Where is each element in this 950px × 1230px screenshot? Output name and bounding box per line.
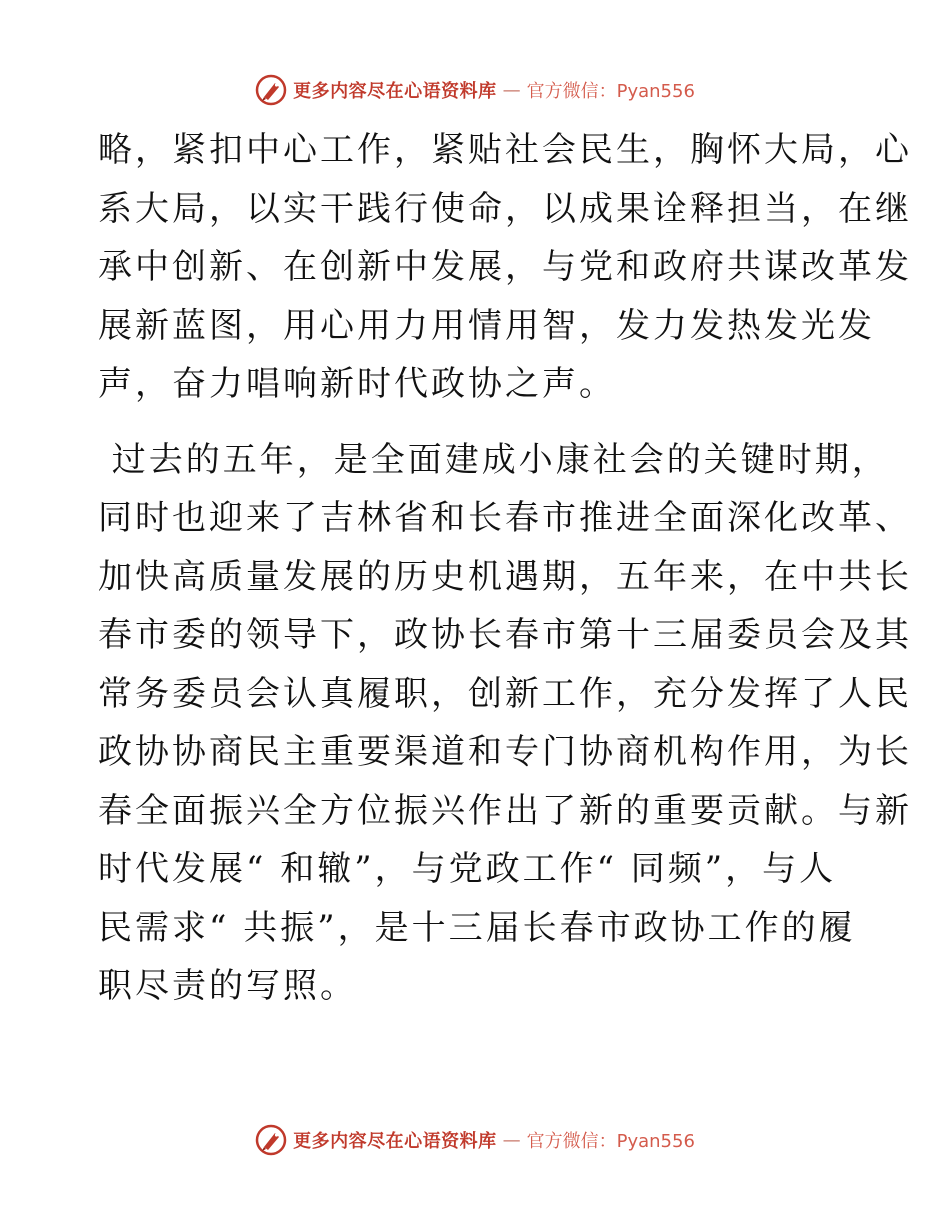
text-line: 略，紧扣中心工作，紧贴社会民生，胸怀大局，心 (98, 130, 912, 170)
document-body (98, 121, 912, 1016)
footer-banner (0, 1120, 950, 1160)
text-line: 时代发展“ 和辙”，与党政工作“ 同频”，与人 (98, 849, 837, 889)
banner-wechat-text: 官方微信：Pyan556 (526, 1131, 695, 1152)
banner-site-text: 更多内容尽在心语资料库 (293, 81, 497, 102)
text-line: 展新蓝图，用心用力用情用智，发力发热发光发 (98, 305, 875, 346)
text-line: 同时也迎来了吉林省和长春市推进全面深化改革、 (98, 498, 912, 538)
header-banner (0, 70, 950, 110)
banner-wechat-text: 官方微信：Pyan556 (526, 81, 695, 102)
text-line: 民需求“ 共振”，是十三届长春市政协工作的履 (98, 907, 856, 948)
text-line: 加快高质量发展的历史机遇期，五年来，在中共长 (98, 556, 912, 597)
paragraph-1 (98, 121, 912, 414)
text-line: 政协协商民主重要渠道和专门协商机构作用，为长 (98, 732, 912, 772)
text-line: 承中创新、在创新中发展，与党和政府共谋改革发 (98, 247, 912, 287)
text-line: 常务委员会认真履职，创新工作，充分发挥了人民 (98, 673, 912, 714)
text-line: 春全面振兴全方位振兴作出了新的重要贡献。与新 (98, 790, 912, 831)
text-line: 春市委的领导下，政协长春市第十三届委员会及其 (98, 615, 912, 655)
banner-site-text: 更多内容尽在心语资料库 (293, 1131, 497, 1152)
text-line: 系大局，以实干践行使命，以成果诠释担当，在继 (98, 188, 912, 229)
banner-separator: — (502, 1129, 521, 1151)
pen-nib-logo-icon (255, 74, 287, 106)
text-line: 过去的五年，是全面建成小康社会的关键时期， (98, 439, 889, 480)
pen-nib-logo-icon (255, 1124, 287, 1156)
banner-separator: — (502, 79, 521, 101)
text-line: 声，奋力唱响新时代政协之声。 (98, 364, 616, 404)
paragraph-2 (98, 431, 912, 1016)
text-line: 职尽责的写照。 (98, 966, 357, 1006)
